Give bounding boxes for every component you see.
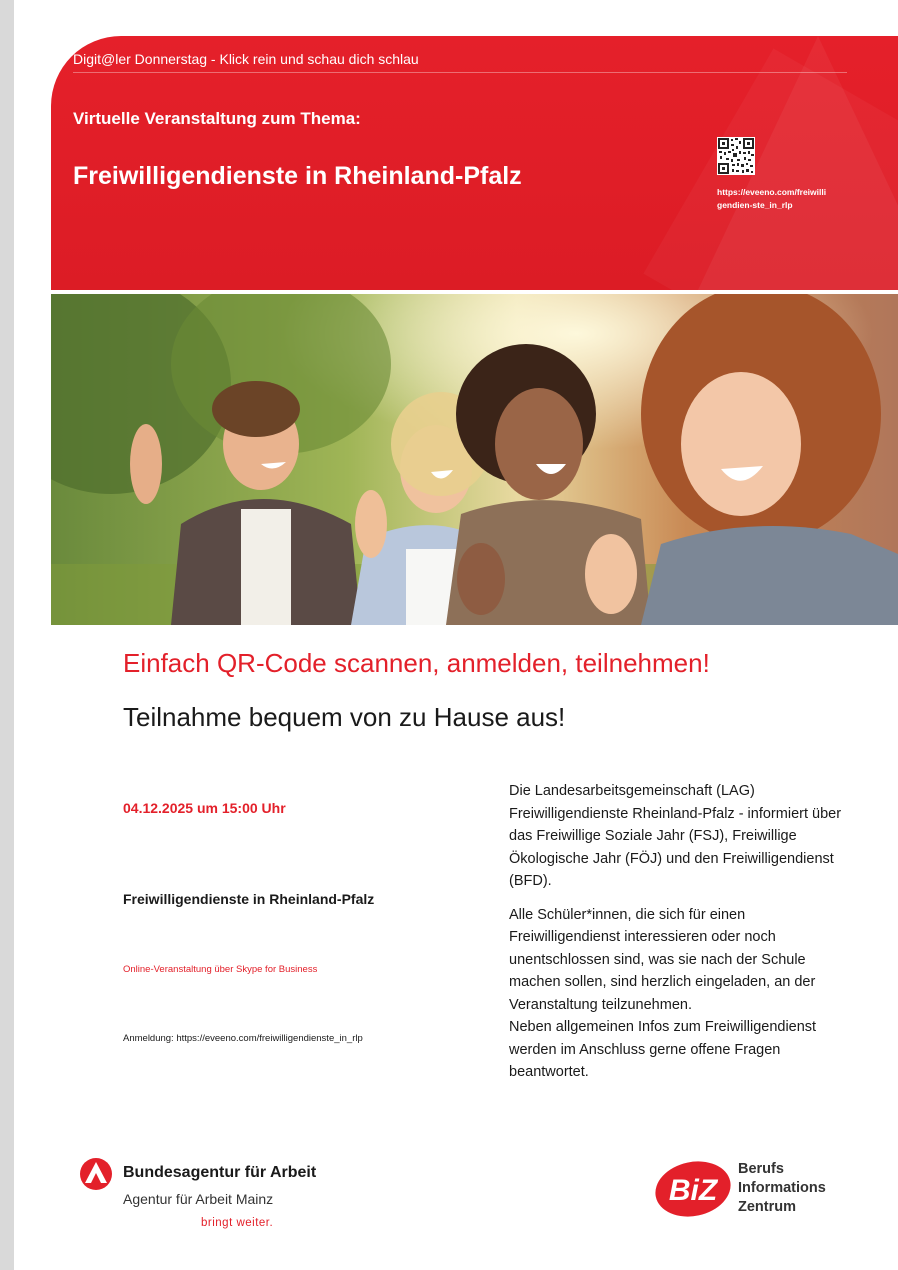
qr-code-icon[interactable] xyxy=(717,137,755,175)
sub-headline: Teilnahme bequem von zu Hause aus! xyxy=(123,702,566,732)
ba-tagline: bringt weiter. xyxy=(201,1217,274,1229)
kicker-text: Digit@ler Donnerstag - Klick rein und schau dich schlau xyxy=(73,51,419,67)
ba-agency: Agentur für Arbeit Mainz xyxy=(123,1191,274,1207)
registration-link[interactable]: Anmeldung: https://eveeno.com/freiwilligendienste_in_rlp xyxy=(123,1033,363,1044)
event-title-header: Freiwilligendienste in Rheinland-Pfalz xyxy=(73,162,522,190)
event-format: Online-Veranstaltung über Skype for Business xyxy=(123,964,318,975)
kicker-divider xyxy=(73,72,847,73)
event-subtitle: Virtuelle Veranstaltung zum Thema: xyxy=(73,109,361,128)
biz-line-3: Zentrum xyxy=(738,1199,796,1215)
qr-url-text[interactable]: https://eveeno.com/freiwilligendien-ste_in_rlp xyxy=(717,187,827,210)
biz-logo-text: BiZ xyxy=(668,1174,718,1207)
biz-line-1: Berufs xyxy=(738,1161,784,1177)
biz-name xyxy=(738,1160,826,1217)
description xyxy=(509,780,859,1095)
event-title: Freiwilligendienste in Rheinland-Pfalz xyxy=(123,891,375,907)
ba-name: Bundesagentur für Arbeit xyxy=(123,1164,317,1181)
page-edge xyxy=(0,0,14,1270)
description-paragraph-3: Neben allgemeinen Infos zum Freiwilligendienst werden im Anschluss gerne offene Fragen beantwortet. xyxy=(509,1019,817,1080)
biz-logo-icon xyxy=(654,1160,732,1223)
description-paragraph-2: Alle Schüler*innen, die sich für einen Freiwilligendienst interessieren oder noch unentschlossen sind, was sie nach der Schule machen sollen, sind herzlich eingeladen, an der Veranstaltung teilzunehmen. xyxy=(509,906,816,1013)
biz-line-2: Informations xyxy=(738,1180,826,1196)
cta-headline: Einfach QR-Code scannen, anmelden, teilnehmen! xyxy=(123,648,710,678)
description-paragraph-1: Die Landesarbeitsgemeinschaft (LAG) Freiwilligendienste Rheinland-Pfalz - informiert über das Freiwillige Soziale Jahr (FSJ), Freiwillige Ökologische Jahr (FÖJ) und den Freiwilligendienst (BFD). xyxy=(509,783,842,889)
group-of-young-people-photo xyxy=(51,294,898,625)
ba-logo-icon xyxy=(80,1157,112,1196)
event-date: 04.12.2025 um 15:00 Uhr xyxy=(123,800,286,816)
